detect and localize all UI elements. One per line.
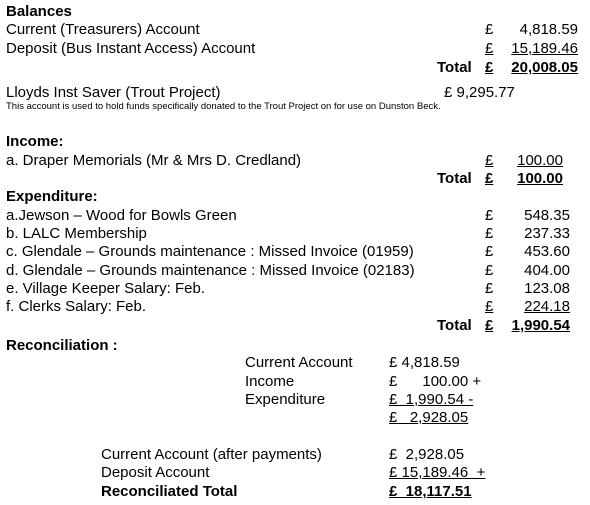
- expenditure-item-amount: 453.60: [524, 243, 570, 260]
- expenditure-total-amount: 1,990.54: [511, 317, 570, 334]
- recon-deposit-value: £ 15,189.46 +: [389, 464, 486, 481]
- expenditure-item-currency: £: [485, 280, 494, 297]
- balances-total-currency: £: [485, 59, 494, 76]
- income-total-currency: £: [485, 170, 494, 187]
- expenditure-item-label: a.Jewson – Wood for Bowls Green: [6, 207, 237, 224]
- recon-after-payments-label: Current Account (after payments): [101, 446, 322, 463]
- recon-income-label: Income: [245, 373, 295, 390]
- expenditure-item-currency: £: [485, 207, 494, 224]
- current-account-label: Current (Treasurers) Account: [6, 21, 200, 38]
- expenditure-item-currency: £: [485, 225, 494, 242]
- trout-project-note: This account is used to hold funds specifically donated to the Trout Project on for use on Dunston Beck.: [6, 101, 441, 112]
- deposit-account-currency: £: [485, 40, 494, 57]
- recon-current-account-label: Current Account: [245, 354, 353, 371]
- recon-subtotal-value: £ 2,928.05: [389, 409, 469, 426]
- expenditure-item-label: f. Clerks Salary: Feb.: [6, 298, 147, 315]
- expenditure-item-currency: £: [485, 243, 494, 260]
- expenditure-item-label: e. Village Keeper Salary: Feb.: [6, 280, 206, 297]
- recon-expenditure-value: £ 1,990.54 -: [389, 391, 474, 408]
- income-total-label: Total: [437, 170, 472, 187]
- expenditure-item-amount: 224.18: [524, 298, 570, 315]
- lloyds-saver-amount: £ 9,295.77: [444, 84, 515, 101]
- expenditure-total-currency: £: [485, 317, 494, 334]
- current-account-currency: £: [485, 21, 494, 38]
- current-account-amount: 4,818.59: [519, 21, 578, 38]
- recon-expenditure-label: Expenditure: [245, 391, 326, 408]
- balances-total-label: Total: [437, 59, 472, 76]
- expenditure-item-label: b. LALC Membership: [6, 225, 147, 242]
- recon-after-payments-value: £ 2,928.05: [389, 446, 465, 463]
- deposit-account-label: Deposit (Bus Instant Access) Account: [6, 40, 256, 57]
- expenditure-item-amount: 548.35: [524, 207, 570, 224]
- expenditure-item-amount: 237.33: [524, 225, 570, 242]
- expenditure-heading: Expenditure:: [6, 188, 98, 205]
- income-item-amount: 100.00: [517, 152, 563, 169]
- recon-income-value: £ 100.00 +: [389, 373, 482, 390]
- expenditure-item-label: d. Glendale – Grounds maintenance : Missed Invoice (02183): [6, 262, 415, 279]
- expenditure-total-label: Total: [437, 317, 472, 334]
- income-total-amount: 100.00: [517, 170, 563, 187]
- expenditure-item-label: c. Glendale – Grounds maintenance : Missed Invoice (01959): [6, 243, 414, 260]
- balances-heading: Balances: [6, 3, 72, 20]
- expenditure-item-currency: £: [485, 298, 494, 315]
- recon-total-label: Reconciliated Total: [101, 483, 238, 500]
- recon-deposit-label: Deposit Account: [101, 464, 210, 481]
- reconciliation-heading: Reconciliation :: [6, 337, 118, 354]
- income-item-currency: £: [485, 152, 494, 169]
- income-heading: Income:: [6, 133, 64, 150]
- expenditure-item-amount: 123.08: [524, 280, 570, 297]
- recon-current-account-value: £ 4,818.59: [389, 354, 460, 371]
- expenditure-item-amount: 404.00: [524, 262, 570, 279]
- income-item-label: a. Draper Memorials (Mr & Mrs D. Credland): [6, 152, 302, 169]
- deposit-account-amount: 15,189.46: [511, 40, 578, 57]
- recon-total-value: £ 18,117.51: [389, 483, 472, 500]
- lloyds-saver-label: Lloyds Inst Saver (Trout Project): [6, 84, 221, 101]
- balances-total-amount: 20,008.05: [511, 59, 578, 76]
- expenditure-item-currency: £: [485, 262, 494, 279]
